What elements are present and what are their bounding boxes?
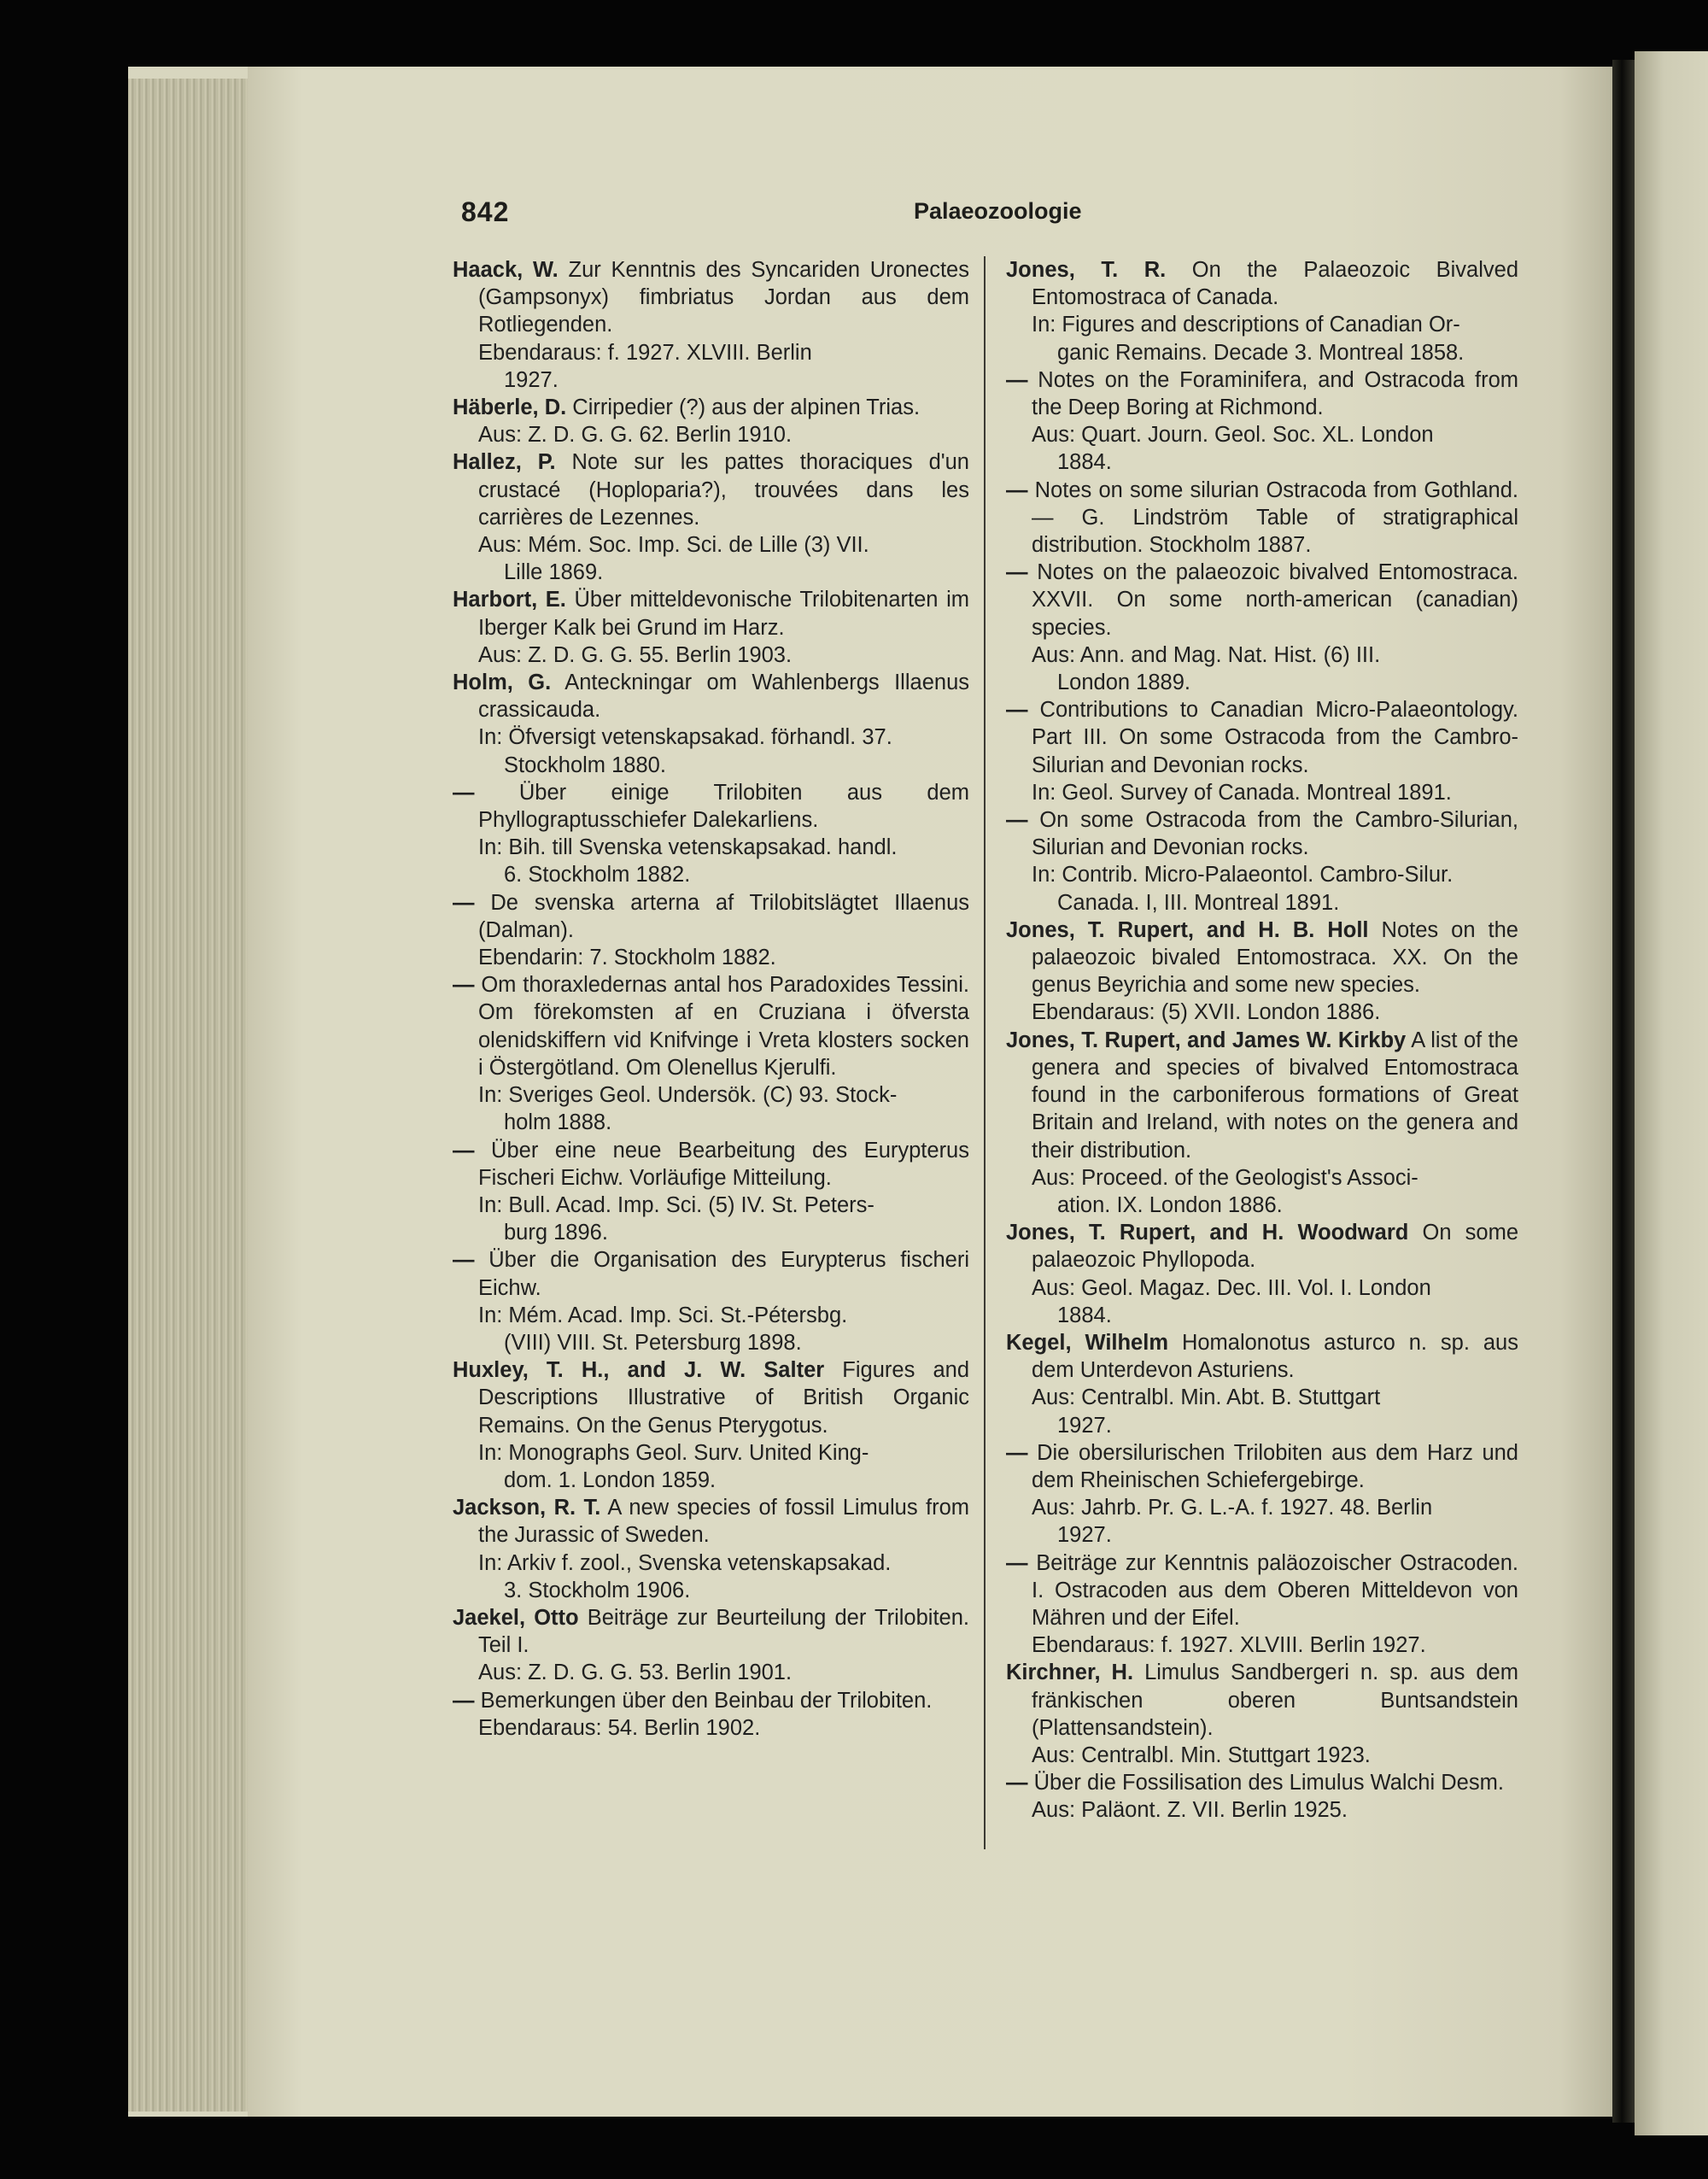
entry-source	[1032, 861, 1518, 916]
entry-heading	[1006, 559, 1518, 641]
entry-title: Note sur les pattes thoraciques d'un crustacé (Hoploparia?), trouvées dans les carrières de Lezennes.	[478, 450, 969, 530]
bibliography-entry	[453, 889, 969, 972]
entry-source-line: Aus: Z. D. G. G. 62. Berlin 1910.	[478, 423, 793, 448]
entry-source	[1032, 311, 1518, 366]
entry-author: —	[453, 1248, 475, 1273]
entry-heading	[453, 1687, 969, 1714]
entry-title: On some Ostracoda from the Cambro-Silurian, Silurian and Devonian rocks.	[1027, 808, 1518, 860]
entry-source-line: Aus: Quart. Journ. Geol. Soc. XL. London	[1032, 423, 1434, 448]
entry-author: Jones, T. R.	[1006, 258, 1167, 282]
entry-author: —	[453, 890, 475, 915]
bibliography-entry	[1006, 696, 1518, 806]
entry-source	[1032, 1631, 1518, 1659]
entry-title: Über die Fossilisation des Limulus Walchi Desm.	[1027, 1771, 1504, 1795]
entry-source	[478, 944, 969, 971]
bibliography-entry	[453, 256, 969, 394]
entry-heading	[1006, 696, 1518, 779]
entry-heading	[453, 448, 969, 531]
entry-source-line: In: Bull. Acad. Imp. Sci. (5) IV. St. Peters-	[478, 1192, 874, 1217]
bibliography-entry	[1006, 559, 1518, 696]
entry-heading	[453, 256, 969, 339]
entry-source-line: Aus: Z. D. G. G. 55. Berlin 1903.	[478, 642, 793, 667]
entry-author: Harbort, E.	[453, 588, 566, 612]
entry-title: Beiträge zur Beurteilung der Trilobiten. Teil I.	[478, 1605, 969, 1658]
entry-source	[1032, 1742, 1518, 1769]
entry-source-continuation: burg 1896.	[504, 1221, 608, 1245]
entry-source-line: Aus: Jahrb. Pr. G. L.-A. f. 1927. 48. Berlin	[1032, 1496, 1433, 1520]
entry-title: Beiträge zur Kenntnis paläozoischer Ostracoden. I. Ostracoden aus dem Oberen Mitteldevon von Mähren und der Eifel.	[1027, 1550, 1518, 1630]
bibliography-entry	[453, 1356, 969, 1494]
entry-source-line: Ebendarin: 7. Stockholm 1882.	[478, 946, 776, 970]
entry-title: On the Palaeozoic Bivalved Entomostraca of Canada.	[1032, 258, 1518, 310]
entry-source	[478, 531, 969, 586]
entry-heading	[1006, 1549, 1518, 1632]
entry-source	[478, 339, 969, 394]
book-gutter	[1612, 60, 1636, 2123]
bibliography-entry	[453, 779, 969, 889]
entry-author: Jones, T. Rupert, and H. B. Holl	[1006, 917, 1369, 942]
entry-author: —	[1006, 560, 1028, 585]
entry-heading	[453, 1494, 969, 1549]
entry-heading	[453, 1356, 970, 1439]
entry-title: Die obersilurischen Trilobiten aus dem Harz und dem Rheinischen Schiefergebirge.	[1027, 1440, 1518, 1492]
entry-title: Notes on the palaeozoic bivalved Entomostraca. XXVII. On some north-american (canadian) species.	[1027, 560, 1518, 640]
page-header	[461, 196, 1610, 231]
entry-source-continuation: 1927.	[1057, 1523, 1112, 1548]
entry-title: Figures and Descriptions Illustrative of British Organic Remains. On the Genus Pterygotus.	[478, 1358, 970, 1438]
entry-source-continuation: 6. Stockholm 1882.	[504, 863, 691, 887]
entry-heading	[1006, 1439, 1518, 1494]
bibliography-entry	[453, 1494, 969, 1604]
bibliography-entry	[453, 1137, 969, 1247]
entry-source	[478, 834, 969, 888]
entry-heading	[1006, 1769, 1518, 1796]
entry-source	[478, 723, 969, 778]
entry-source-continuation: (VIII) VIII. St. Petersburg 1898.	[504, 1330, 802, 1355]
bibliography-entry	[453, 1604, 969, 1687]
entry-title: De svenska arterna af Trilobitslägtet Illaenus (Dalman).	[474, 890, 969, 942]
entry-title: Om thoraxledernas antal hos Paradoxides Tessini. Om förekomsten af en Cruziana i öfversta olenidskiffern vid Knifvinge i Vreta klosters socken i Östergötland. Om Olenellus Kjerulfi.	[474, 973, 969, 1080]
entry-author: Häberle, D.	[453, 395, 567, 420]
entry-title: Cirripedier (?) aus der alpinen Trias.	[566, 395, 921, 420]
entry-source-continuation: holm 1888.	[504, 1110, 612, 1135]
entry-source-continuation: 1884.	[1057, 450, 1112, 475]
entry-source-line: In: Geol. Survey of Canada. Montreal 1891.	[1032, 780, 1452, 805]
entry-source-continuation: London 1889.	[1057, 671, 1190, 695]
entry-author: —	[1006, 698, 1028, 723]
bibliography-entry	[1006, 1549, 1518, 1660]
bibliography-entry	[1006, 366, 1518, 477]
bibliography-entry	[453, 448, 969, 586]
entry-title: Homalonotus asturco n. sp. aus dem Unterdevon Asturiens.	[1032, 1330, 1518, 1383]
entry-source	[478, 641, 969, 669]
bibliography-entry	[453, 586, 969, 669]
bibliography-entry	[1006, 1659, 1518, 1769]
entry-heading	[453, 586, 969, 641]
bibliography-entry	[1006, 1329, 1518, 1439]
bibliography-entry	[1006, 917, 1518, 1027]
entry-source	[1032, 999, 1518, 1026]
entry-author: —	[453, 780, 475, 805]
bibliography-entry	[453, 1687, 969, 1742]
entry-author: Hallez, P.	[453, 450, 556, 475]
entry-author: Jones, T. Rupert, and H. Woodward	[1006, 1221, 1409, 1245]
left-column	[453, 256, 969, 1742]
entry-heading	[1006, 917, 1518, 999]
entry-source-line: Ebendaraus: (5) XVII. London 1886.	[1032, 1000, 1381, 1025]
entry-author: —	[453, 1138, 475, 1163]
entry-source	[1032, 1384, 1518, 1438]
entry-title: A new species of fossil Limulus from the Jurassic of Sweden.	[478, 1496, 969, 1548]
entry-author: —	[1006, 1771, 1028, 1795]
page-edges	[128, 79, 256, 2112]
entry-title: A list of the genera and species of bivalved Entomostraca found in the carboniferous formations of Great Britain and Ireland, with notes on the genera and their distribution.	[1032, 1028, 1518, 1163]
entry-author: —	[1006, 1440, 1028, 1465]
entry-heading	[453, 1604, 969, 1659]
entry-source-line: Aus: Geol. Magaz. Dec. III. Vol. I. London	[1032, 1275, 1431, 1300]
entry-source-line: Aus: Centralbl. Min. Stuttgart 1923.	[1032, 1743, 1371, 1767]
entry-author: Holm, G.	[453, 671, 552, 695]
entry-author: —	[1006, 477, 1028, 502]
entry-heading	[1006, 1329, 1518, 1384]
entry-source-continuation: 1927.	[1057, 1413, 1112, 1438]
entry-author: —	[453, 973, 475, 998]
entry-source-line: In: Monographs Geol. Surv. United King-	[478, 1440, 869, 1465]
entry-heading	[1006, 1659, 1518, 1742]
bibliography-entry	[1006, 256, 1518, 366]
bibliography-entry	[453, 394, 969, 448]
entry-author: —	[1006, 808, 1028, 833]
entry-source-continuation: Canada. I, III. Montreal 1891.	[1057, 890, 1340, 915]
entry-source-line: In: Bih. till Svenska vetenskapsakad. handl.	[478, 835, 898, 860]
bibliography-entry	[1006, 1439, 1518, 1549]
entry-source	[478, 1081, 969, 1136]
entry-source	[478, 1714, 969, 1742]
entry-title: Contributions to Canadian Micro-Palaeontology. Part III. On some Ostracoda from the Cambro-Silurian and Devonian rocks.	[1027, 698, 1518, 777]
entry-source-line: In: Arkiv f. zool., Svenska vetenskapsakad.	[478, 1550, 892, 1575]
entry-source-line: Ebendaraus: f. 1927. XLVIII. Berlin 1927.	[1032, 1633, 1426, 1658]
bibliography-entry	[1006, 477, 1518, 559]
entry-author: —	[453, 1688, 475, 1713]
entry-heading	[1006, 256, 1518, 311]
entry-title: Über die Organisation des Eurypterus fischeri Eichw.	[474, 1248, 969, 1300]
entry-heading	[453, 889, 969, 944]
entry-heading	[453, 669, 969, 723]
bibliography-entry	[1006, 1769, 1518, 1824]
entry-source-continuation: dom. 1. London 1859.	[504, 1467, 717, 1492]
entry-author: Jones, T. Rupert, and James W. Kirkby	[1006, 1028, 1407, 1052]
bibliography-entry	[1006, 1219, 1518, 1329]
entry-author: Jackson, R. T.	[453, 1496, 601, 1520]
entry-source	[1032, 1274, 1518, 1329]
entry-title: Anteckningar om Wahlenbergs Illaenus crassicauda.	[478, 671, 969, 723]
bibliography-entry	[453, 1246, 969, 1356]
entry-title: On some palaeozoic Phyllopoda.	[1032, 1221, 1519, 1273]
entry-source-line: Ebendaraus: f. 1927. XLVIII. Berlin	[478, 340, 812, 365]
entry-source	[478, 1439, 969, 1494]
entry-source-line: Aus: Centralbl. Min. Abt. B. Stuttgart	[1032, 1385, 1381, 1410]
entry-source	[1032, 1164, 1518, 1219]
entry-author: —	[1006, 1550, 1028, 1575]
bibliography-entry	[453, 971, 969, 1136]
entry-author: Haack, W.	[453, 258, 559, 282]
entry-source-continuation: 1927.	[504, 367, 559, 392]
entry-source-line: Aus: Paläont. Z. VII. Berlin 1925.	[1032, 1798, 1348, 1823]
entry-title: Über einige Trilobiten aus dem Phyllograptusschiefer Dalekarliens.	[474, 780, 969, 833]
entry-source-line: Aus: Proceed. of the Geologist's Associ-	[1032, 1165, 1418, 1190]
entry-source	[1032, 779, 1518, 806]
entry-source-line: Aus: Mém. Soc. Imp. Sci. de Lille (3) VII.	[478, 533, 869, 558]
entry-title: Notes on some silurian Ostracoda from Gothland. — G. Lindström Table of stratigraphical distribution. Stockholm 1887.	[1027, 477, 1518, 558]
entry-heading	[1006, 366, 1518, 421]
entry-heading	[453, 394, 969, 421]
running-head: Palaeozoologie	[914, 198, 1082, 224]
entry-source	[478, 1192, 969, 1246]
entry-title: Bemerkungen über den Beinbau der Trilobiten.	[474, 1688, 933, 1713]
bibliography-entry	[1006, 806, 1518, 917]
bibliography-entry	[1006, 1027, 1518, 1219]
entry-source-line: In: Contrib. Micro-Palaeontol. Cambro-Silur.	[1032, 863, 1454, 887]
entry-source-line: In: Sveriges Geol. Undersök. (C) 93. Stock-	[478, 1083, 898, 1108]
entry-source	[1032, 421, 1518, 476]
entry-source-continuation: 3. Stockholm 1906.	[504, 1578, 691, 1602]
entry-heading	[453, 971, 969, 1081]
entry-source	[478, 1549, 969, 1604]
entry-title: Notes on the Foraminifera, and Ostracoda from the Deep Boring at Richmond.	[1027, 367, 1518, 420]
entry-heading	[453, 779, 969, 834]
bibliography-entry	[453, 669, 969, 779]
entry-source	[478, 421, 969, 448]
entry-source-line: In: Öfversigt vetenskapsakad. förhandl. 37.	[478, 725, 892, 750]
entry-heading	[1006, 1219, 1519, 1274]
entry-heading	[1006, 1027, 1518, 1164]
entry-source-continuation: 1884.	[1057, 1303, 1112, 1327]
entry-author: Jaekel, Otto	[453, 1605, 579, 1630]
entry-source	[1032, 641, 1518, 696]
column-rule	[984, 256, 986, 1849]
entry-title: Notes on the palaeozoic bivaled Entomostraca. XX. On the genus Beyrichia and some new species.	[1032, 917, 1518, 998]
entry-heading	[453, 1246, 969, 1301]
entry-source-line: Ebendaraus: 54. Berlin 1902.	[478, 1715, 761, 1740]
entry-author: —	[1006, 367, 1028, 392]
entry-source-continuation: Stockholm 1880.	[504, 753, 666, 777]
entry-author: Huxley, T. H., and J. W. Salter	[453, 1358, 825, 1383]
facing-page-edge	[1635, 51, 1708, 2135]
entry-source-line: Aus: Z. D. G. G. 53. Berlin 1901.	[478, 1661, 793, 1685]
entry-source	[1032, 1494, 1518, 1549]
entry-source	[478, 1302, 969, 1356]
entry-author: Kegel, Wilhelm	[1006, 1330, 1168, 1355]
entry-heading	[1006, 477, 1518, 559]
entry-title: Über eine neue Bearbeitung des Eurypterus Fischeri Eichw. Vorläufige Mitteilung.	[474, 1138, 969, 1190]
entry-source-continuation: ganic Remains. Decade 3. Montreal 1858.	[1057, 340, 1465, 365]
entry-heading	[453, 1137, 969, 1192]
entry-author: Kirchner, H.	[1006, 1661, 1134, 1685]
entry-source-line: In: Figures and descriptions of Canadian Or-	[1032, 313, 1460, 337]
entry-source-line: In: Mém. Acad. Imp. Sci. St.-Pétersbg.	[478, 1303, 848, 1327]
entry-source	[1032, 1796, 1518, 1824]
entry-heading	[1006, 806, 1518, 861]
entry-source-continuation: Lille 1869.	[504, 560, 604, 585]
entry-source-line: Aus: Ann. and Mag. Nat. Hist. (6) III.	[1032, 642, 1381, 667]
page-number: 842	[461, 196, 510, 227]
entry-title: Zur Kenntnis des Syncariden Uronectes (Gampsonyx) fimbriatus Jordan aus dem Rotliegenden.	[478, 258, 969, 337]
entry-title: Über mitteldevonische Trilobitenarten im Iberger Kalk bei Grund im Harz.	[478, 588, 969, 640]
entry-source-continuation: ation. IX. London 1886.	[1057, 1192, 1283, 1217]
entry-source	[478, 1659, 969, 1686]
right-column	[1006, 256, 1518, 1825]
entry-title: Limulus Sandbergeri n. sp. aus dem fränkischen oberen Buntsandstein (Plattensandstein).	[1032, 1661, 1518, 1740]
